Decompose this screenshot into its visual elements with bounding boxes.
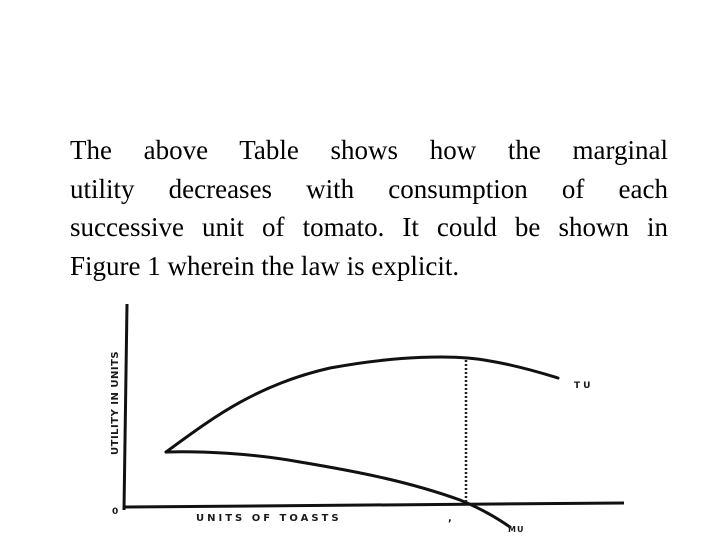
x-axis-label-comma: , bbox=[448, 513, 452, 524]
mu-label: MU bbox=[508, 525, 525, 534]
paragraph-line-1: The above Table shows how the marginal bbox=[70, 135, 668, 165]
total-utility-curve bbox=[166, 357, 558, 452]
x-axis bbox=[124, 503, 624, 507]
origin-label: 0 bbox=[112, 507, 119, 517]
paragraph-line-3: successive unit of tomato. It could be shown in bbox=[70, 212, 668, 242]
y-axis bbox=[124, 304, 127, 510]
paragraph-line-2: utility decreases with consumption of each bbox=[70, 173, 668, 204]
y-axis-label: UTILITY IN UNITS bbox=[110, 350, 121, 455]
x-axis-label: UNITS OF TOASTS bbox=[196, 513, 342, 524]
paragraph-line-4: Figure 1 wherein the law is explicit. bbox=[70, 250, 460, 281]
tu-label: TU bbox=[574, 381, 594, 391]
